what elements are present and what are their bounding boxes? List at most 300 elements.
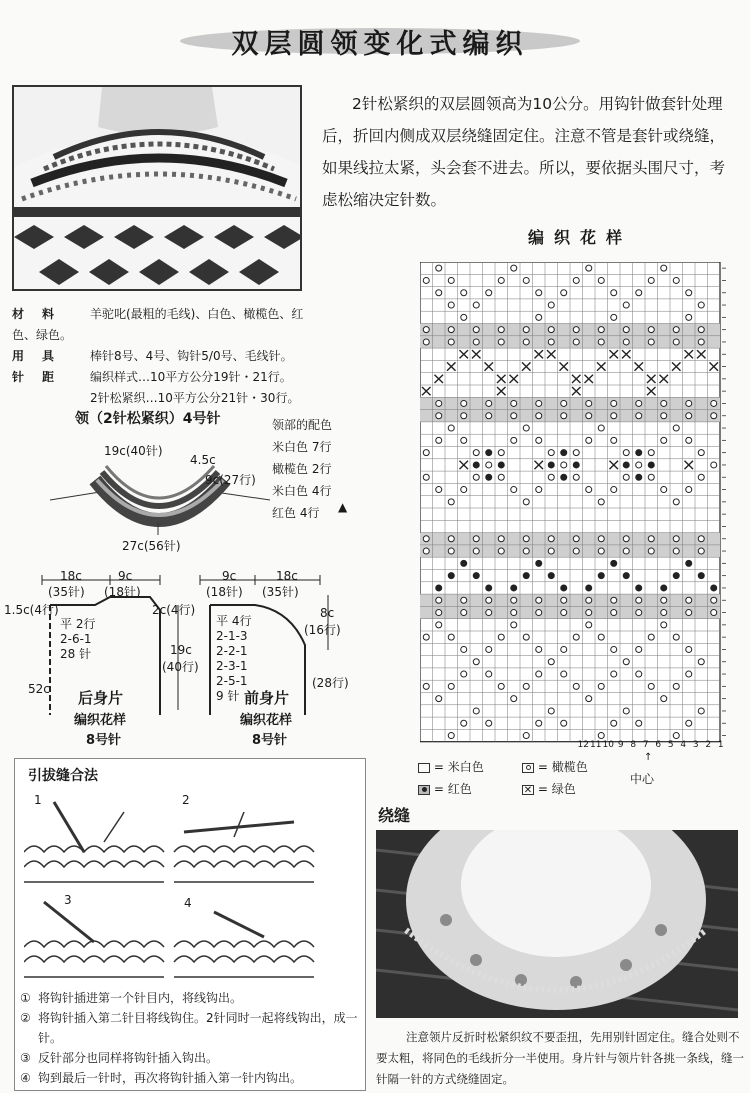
material-value: 棒针8号、4号、钩针5/0号、毛线针。: [90, 349, 293, 363]
olive-swatch-icon: [522, 763, 534, 773]
chart-stitch-mark: [673, 548, 679, 554]
front-top-mid-measure: 9c: [222, 569, 237, 583]
chart-stitch-mark: [498, 474, 504, 480]
chart-stitch-mark: [661, 585, 667, 591]
chart-stitch-mark: [636, 413, 642, 419]
sweater-photo: [12, 85, 302, 291]
chart-stitch-mark: [623, 536, 629, 542]
chart-stitch-mark: [548, 548, 554, 554]
back-pattern: 编织花样: [74, 713, 127, 728]
chart-stitch-mark: [548, 302, 554, 308]
chart-stitch-mark: [611, 720, 617, 726]
collar-top-measure: 19c(40针): [104, 444, 163, 458]
shaping-row: 平 4行: [216, 614, 252, 628]
chart-stitch-mark: [586, 597, 592, 603]
chart-stitch-mark: [536, 597, 542, 603]
chart-stitch-mark: [461, 437, 467, 443]
chart-stitch-mark: [473, 573, 479, 579]
chart-stitch-mark: [511, 597, 517, 603]
chart-stitch-mark: [673, 425, 679, 431]
chart-stitch-mark: [461, 597, 467, 603]
chart-stitch-mark: [473, 462, 479, 468]
chart-stitch-mark: [473, 302, 479, 308]
legend-green-label: = 绿色: [537, 782, 576, 796]
column-number: 2: [705, 740, 712, 750]
up-arrow-icon: ▲: [338, 500, 348, 514]
chart-stitch-mark: [661, 400, 667, 406]
chart-stitch-mark: [711, 413, 717, 419]
chart-stitch-mark: [473, 339, 479, 345]
method-step: [20, 1068, 360, 1088]
chart-stitch-mark: [461, 560, 467, 566]
chart-stitch-mark: [573, 339, 579, 345]
intro-text: 2针松紧织的双层圆领高为10公分。用钩针做套针处理后，折回内侧成双层绕缝固定住。注意不管是套针或绕缝，如果线拉太紧，头会套不进去。所以，要依据头围尺寸，考虑松缩决定针数。: [322, 95, 726, 209]
chart-stitch-mark: [448, 339, 454, 345]
front-top-right-measure: 18c: [276, 569, 298, 583]
title-banner: [180, 14, 580, 60]
chart-stitch-mark: [573, 536, 579, 542]
step-text: 反针部分也同样将钩针插入钩出。: [38, 1051, 219, 1065]
chart-stitch-mark: [661, 265, 667, 271]
legend-olive: [522, 758, 588, 775]
chart-stitch-mark: [523, 536, 529, 542]
column-number: 12: [577, 740, 589, 750]
chart-stitch-mark: [586, 696, 592, 702]
chart-stitch-mark: [448, 573, 454, 579]
chart-stitch-mark: [686, 413, 692, 419]
armhole-rows: (40行): [162, 660, 199, 674]
chart-stitch-mark: [673, 277, 679, 283]
front-label: 前身片: [244, 689, 290, 707]
chart-stitch-mark: [536, 437, 542, 443]
method-title: 引拔缝合法: [28, 768, 98, 784]
chart-stitch-mark: [636, 585, 642, 591]
chart-stitch-mark: [511, 610, 517, 616]
chart-stitch-mark: [636, 597, 642, 603]
red-swatch-icon: [418, 785, 430, 795]
chart-stitch-mark: [623, 339, 629, 345]
chart-stitch-mark: [686, 720, 692, 726]
chart-stitch-mark: [523, 277, 529, 283]
step-text: 钩到最后一针时，再次将钩针插入第一针内钩出。: [38, 1071, 303, 1085]
pattern-title: 编织花样: [527, 228, 632, 247]
front-rows-measure: (28行): [312, 676, 349, 690]
chart-stitch-mark: [673, 499, 679, 505]
chart-stitch-mark: [586, 585, 592, 591]
chart-stitch-mark: [636, 450, 642, 456]
step-text: 将钩针插入第二针目将线钩住。2针同时一起将线钩出，成一针。: [38, 1011, 358, 1045]
chart-stitch-mark: [423, 450, 429, 456]
chart-stitch-mark: [486, 597, 492, 603]
chart-stitch-mark: [486, 610, 492, 616]
chart-stitch-mark: [536, 400, 542, 406]
chart-stitch-mark: [511, 487, 517, 493]
front-neck-rows: (16行): [304, 623, 341, 637]
collar-color-title: 领部的配色: [272, 418, 333, 432]
chart-stitch-mark: [436, 610, 442, 616]
chart-stitch-mark: [661, 622, 667, 628]
column-number: 6: [655, 740, 662, 750]
chart-stitch-mark: [661, 437, 667, 443]
chart-stitch-mark: [423, 339, 429, 345]
column-number: 9: [617, 740, 624, 750]
shaping-row: 平 2行: [60, 617, 96, 631]
chart-stitch-mark: [486, 720, 492, 726]
chart-stitch-mark: [523, 548, 529, 554]
legend-white-label: = 米白色: [433, 760, 484, 774]
chart-stitch-mark: [648, 462, 654, 468]
chart-stitch-mark: [448, 302, 454, 308]
front-pattern: 编织花样: [240, 713, 293, 728]
back-side-measure: 52c: [28, 682, 50, 696]
chart-stitch-mark: [448, 499, 454, 505]
chart-stitch-mark: [511, 437, 517, 443]
chart-stitch-mark: [573, 474, 579, 480]
chart-stitch-mark: [611, 610, 617, 616]
back-label: 后身片: [78, 689, 124, 707]
chart-stitch-mark: [623, 474, 629, 480]
chart-stitch-mark: [698, 536, 704, 542]
seam-title: 绕缝: [378, 806, 411, 825]
back-shaping: [60, 617, 95, 662]
chart-stitch-mark: [586, 437, 592, 443]
chart-stitch-mark: [623, 573, 629, 579]
chart-stitch-mark: [673, 733, 679, 739]
chart-stitch-mark: [498, 634, 504, 640]
chart-stitch-mark: [436, 413, 442, 419]
chart-stitch-mark: [423, 536, 429, 542]
chart-stitch-mark: [498, 339, 504, 345]
chart-stitch-mark: [611, 597, 617, 603]
shaping-row: 2-3-1: [216, 659, 248, 673]
seam-photo: [376, 830, 738, 1018]
chart-stitch-mark: [548, 536, 554, 542]
chart-stitch-mark: [673, 683, 679, 689]
front-top-right-stitches: (35针): [262, 585, 299, 599]
material-row: [12, 367, 312, 388]
chart-stitch-mark: [523, 683, 529, 689]
chart-stitch-mark: [686, 597, 692, 603]
back-neck-measure: 2c(4行): [152, 603, 196, 617]
chart-stitch-mark: [586, 265, 592, 271]
column-number: 10: [602, 740, 614, 750]
chart-stitch-mark: [548, 339, 554, 345]
chart-stitch-mark: [436, 622, 442, 628]
chart-stitch-mark: [636, 474, 642, 480]
chart-stitch-mark: [648, 536, 654, 542]
chart-stitch-mark: [436, 696, 442, 702]
chart-stitch-mark: [561, 671, 567, 677]
illustration-number: 3: [64, 893, 72, 907]
chart-stitch-mark: [648, 634, 654, 640]
chart-stitch-mark: [698, 708, 704, 714]
chart-stitch-mark: [598, 277, 604, 283]
chart-stitch-mark: [648, 339, 654, 345]
chart-stitch-mark: [536, 720, 542, 726]
chart-stitch-mark: [473, 327, 479, 333]
chart-stitch-mark: [561, 400, 567, 406]
chart-stitch-mark: [648, 277, 654, 283]
chart-stitch-mark: [523, 425, 529, 431]
chart-stitch-mark: [561, 720, 567, 726]
legend-olive-label: = 橄榄色: [537, 760, 588, 774]
chart-stitch-mark: [498, 462, 504, 468]
chart-stitch-mark: [611, 290, 617, 296]
column-number: 11: [590, 740, 602, 750]
chart-stitch-mark: [648, 450, 654, 456]
chart-stitch-mark: [673, 634, 679, 640]
step-text: 将钩针插进第一个针目内，将线钩出。: [38, 991, 243, 1005]
chart-stitch-mark: [436, 597, 442, 603]
chart-stitch-mark: [598, 339, 604, 345]
chart-stitch-mark: [486, 400, 492, 406]
chart-stitch-mark: [698, 302, 704, 308]
chart-stitch-mark: [636, 462, 642, 468]
center-up-arrow-icon: ↑: [644, 752, 653, 763]
material-value: 编织样式…10平方公分19针・21行。: [90, 370, 292, 384]
material-row: [12, 346, 312, 367]
chart-stitch-mark: [661, 487, 667, 493]
chart-stitch-mark: [686, 437, 692, 443]
chart-stitch-mark: [511, 622, 517, 628]
chart-stitch-mark: [661, 413, 667, 419]
chart-stitch-mark: [473, 450, 479, 456]
chart-stitch-mark: [636, 671, 642, 677]
chart-stitch-mark: [661, 610, 667, 616]
legend-green: [522, 780, 576, 797]
chart-stitch-mark: [548, 573, 554, 579]
chart-stitch-mark: [611, 413, 617, 419]
collar-color-row: 橄榄色 2行: [272, 462, 332, 476]
collar-title: 领（2针松紧织）4号针: [75, 411, 221, 427]
chart-stitch-mark: [623, 659, 629, 665]
chart-stitch-mark: [448, 277, 454, 283]
material-value: 2针松紧织…10平方公分21针・30行。: [90, 391, 300, 405]
chart-stitch-mark: [561, 597, 567, 603]
shaping-row: 2-6-1: [60, 632, 92, 646]
legend-red-label: = 红色: [433, 782, 472, 796]
chart-stitch-mark: [511, 265, 517, 271]
chart-stitch-mark: [511, 696, 517, 702]
chart-stitch-mark: [561, 413, 567, 419]
chart-stitch-mark: [523, 499, 529, 505]
chart-stitch-mark: [498, 277, 504, 283]
chart-stitch-mark: [536, 314, 542, 320]
chart-stitch-mark: [711, 597, 717, 603]
collar-bottom-measure: 27c(56针): [122, 539, 181, 553]
chart-stitch-mark: [598, 499, 604, 505]
shaping-row: 2-1-3: [216, 629, 248, 643]
chart-stitch-mark: [448, 327, 454, 333]
chart-stitch-mark: [523, 573, 529, 579]
chart-stitch-mark: [598, 634, 604, 640]
chart-stitch-mark: [461, 400, 467, 406]
chart-stitch-mark: [648, 548, 654, 554]
chart-stitch-mark: [598, 733, 604, 739]
chart-stitch-mark: [498, 548, 504, 554]
column-number: 4: [680, 740, 687, 750]
chart-stitch-mark: [561, 462, 567, 468]
chart-stitch-mark: [623, 708, 629, 714]
chart-stitch-mark: [523, 733, 529, 739]
material-row: [12, 304, 312, 346]
chart-stitch-mark: [473, 548, 479, 554]
shaping-row: 2-2-1: [216, 644, 248, 658]
method-step: [20, 1008, 360, 1048]
chart-stitch-mark: [436, 265, 442, 271]
material-key: 针距: [12, 370, 73, 384]
step-number: ①: [20, 991, 31, 1005]
chart-stitch-mark: [561, 610, 567, 616]
chart-stitch-mark: [486, 462, 492, 468]
back-top-mid-measure: 9c: [118, 569, 133, 583]
chart-stitch-mark: [698, 548, 704, 554]
chart-stitch-mark: [673, 573, 679, 579]
chart-stitch-mark: [423, 548, 429, 554]
chart-stitch-mark: [536, 413, 542, 419]
chart-stitch-mark: [686, 671, 692, 677]
chart-stitch-mark: [436, 400, 442, 406]
collar-color-row: 米白色 4行: [272, 484, 332, 498]
chart-stitch-mark: [561, 290, 567, 296]
chart-stitch-mark: [661, 696, 667, 702]
chart-stitch-mark: [673, 339, 679, 345]
chart-stitch-mark: [548, 474, 554, 480]
white-swatch-icon: [418, 763, 430, 773]
chart-stitch-mark: [611, 560, 617, 566]
chart-stitch-mark: [698, 573, 704, 579]
column-number: 3: [692, 740, 699, 750]
back-top-left-stitches: (35针): [48, 585, 85, 599]
material-key: 用具: [12, 349, 73, 363]
page-title: 双层圆领变化式编织: [231, 29, 529, 60]
chart-stitch-mark: [536, 610, 542, 616]
back-shoulder-measure: 1.5c(4行): [4, 603, 59, 617]
chart-stitch-mark: [548, 462, 554, 468]
chart-stitch-mark: [473, 708, 479, 714]
green-swatch-icon: ✕: [523, 784, 533, 796]
chart-stitch-mark: [486, 671, 492, 677]
chart-stitch-mark: [611, 314, 617, 320]
illustration-number: 2: [182, 793, 190, 807]
chart-stitch-mark: [573, 327, 579, 333]
chart-stitch-mark: [561, 474, 567, 480]
illustration-number: 4: [184, 896, 192, 910]
chart-stitch-mark: [536, 560, 542, 566]
chart-stitch-mark: [523, 327, 529, 333]
chart-stitch-mark: [423, 683, 429, 689]
legend-red: [418, 780, 472, 797]
chart-stitch-mark: [711, 462, 717, 468]
chart-stitch-mark: [511, 413, 517, 419]
column-number: 5: [667, 740, 674, 750]
chart-stitch-mark: [686, 610, 692, 616]
chart-stitch-mark: [598, 327, 604, 333]
step-number: ④: [20, 1071, 31, 1085]
chart-stitch-mark: [636, 720, 642, 726]
chart-stitch-mark: [548, 327, 554, 333]
chart-stitch-mark: [686, 487, 692, 493]
chart-stitch-mark: [423, 474, 429, 480]
chart-stitch-mark: [598, 573, 604, 579]
chart-stitch-mark: [461, 720, 467, 726]
chart-stitch-mark: [636, 290, 642, 296]
chart-stitch-mark: [523, 339, 529, 345]
chart-stitch-mark: [698, 339, 704, 345]
chart-stitch-mark: [598, 683, 604, 689]
chart-stitch-mark: [711, 585, 717, 591]
chart-stitch-mark: [486, 646, 492, 652]
material-value: 羊驼叱(最粗的毛线)、白色、橄榄色、红色、绿色。: [12, 307, 304, 342]
collar-side-measure-2: 9c(27行): [205, 473, 256, 487]
chart-stitch-mark: [423, 634, 429, 640]
chart-stitch-mark: [686, 290, 692, 296]
chart-stitch-mark: [423, 327, 429, 333]
chart-stitch-mark: [698, 327, 704, 333]
chart-stitch-mark: [461, 413, 467, 419]
chart-stitch-mark: [623, 462, 629, 468]
chart-stitch-mark: [461, 646, 467, 652]
chart-stitch-mark: [586, 622, 592, 628]
chart-stitch-mark: [698, 474, 704, 480]
chart-stitch-mark: [698, 450, 704, 456]
chart-stitch-mark: [498, 450, 504, 456]
chart-column-numbers: [577, 740, 727, 750]
chart-stitch-mark: [536, 487, 542, 493]
step-number: ③: [20, 1051, 31, 1065]
chart-stitch-mark: [473, 659, 479, 665]
chart-stitch-mark: [461, 671, 467, 677]
chart-stitch-mark: [711, 610, 717, 616]
chart-stitch-mark: [586, 487, 592, 493]
chart-stitch-mark: [461, 610, 467, 616]
chart-stitch-mark: [573, 548, 579, 554]
chart-stitch-mark: [598, 536, 604, 542]
chart-stitch-mark: [573, 462, 579, 468]
chart-stitch-mark: [511, 400, 517, 406]
chart-stitch-mark: [636, 400, 642, 406]
back-needle: 8号针: [86, 733, 122, 748]
chart-stitch-mark: [486, 450, 492, 456]
front-neck-measure: 8c: [320, 606, 335, 620]
collar-color-row: 红色 4行: [272, 506, 320, 520]
chart-stitch-mark: [698, 659, 704, 665]
chart-stitch-mark: [448, 683, 454, 689]
material-row: [12, 388, 312, 409]
chart-stitch-mark: [511, 585, 517, 591]
chart-stitch-mark: [661, 597, 667, 603]
chart-stitch-mark: [473, 536, 479, 542]
column-number: 8: [630, 740, 637, 750]
chart-stitch-mark: [536, 671, 542, 677]
center-label: 中心: [630, 772, 655, 786]
chart-stitch-mark: [536, 290, 542, 296]
collar-color-row: 米白色 7行: [272, 440, 332, 454]
chart-stitch-mark: [636, 610, 642, 616]
chart-stitch-mark: [686, 314, 692, 320]
chart-stitch-mark: [448, 548, 454, 554]
chart-stitch-mark: [498, 536, 504, 542]
chart-stitch-mark: [711, 400, 717, 406]
chart-stitch-mark: [648, 683, 654, 689]
chart-stitch-mark: [611, 437, 617, 443]
chart-stitch-mark: [486, 474, 492, 480]
method-step: [20, 1048, 360, 1068]
chart-stitch-mark: [573, 277, 579, 283]
chart-stitch-mark: [498, 683, 504, 689]
front-top-mid-stitches: (18针): [206, 585, 243, 599]
material-key: 材料: [12, 307, 73, 321]
